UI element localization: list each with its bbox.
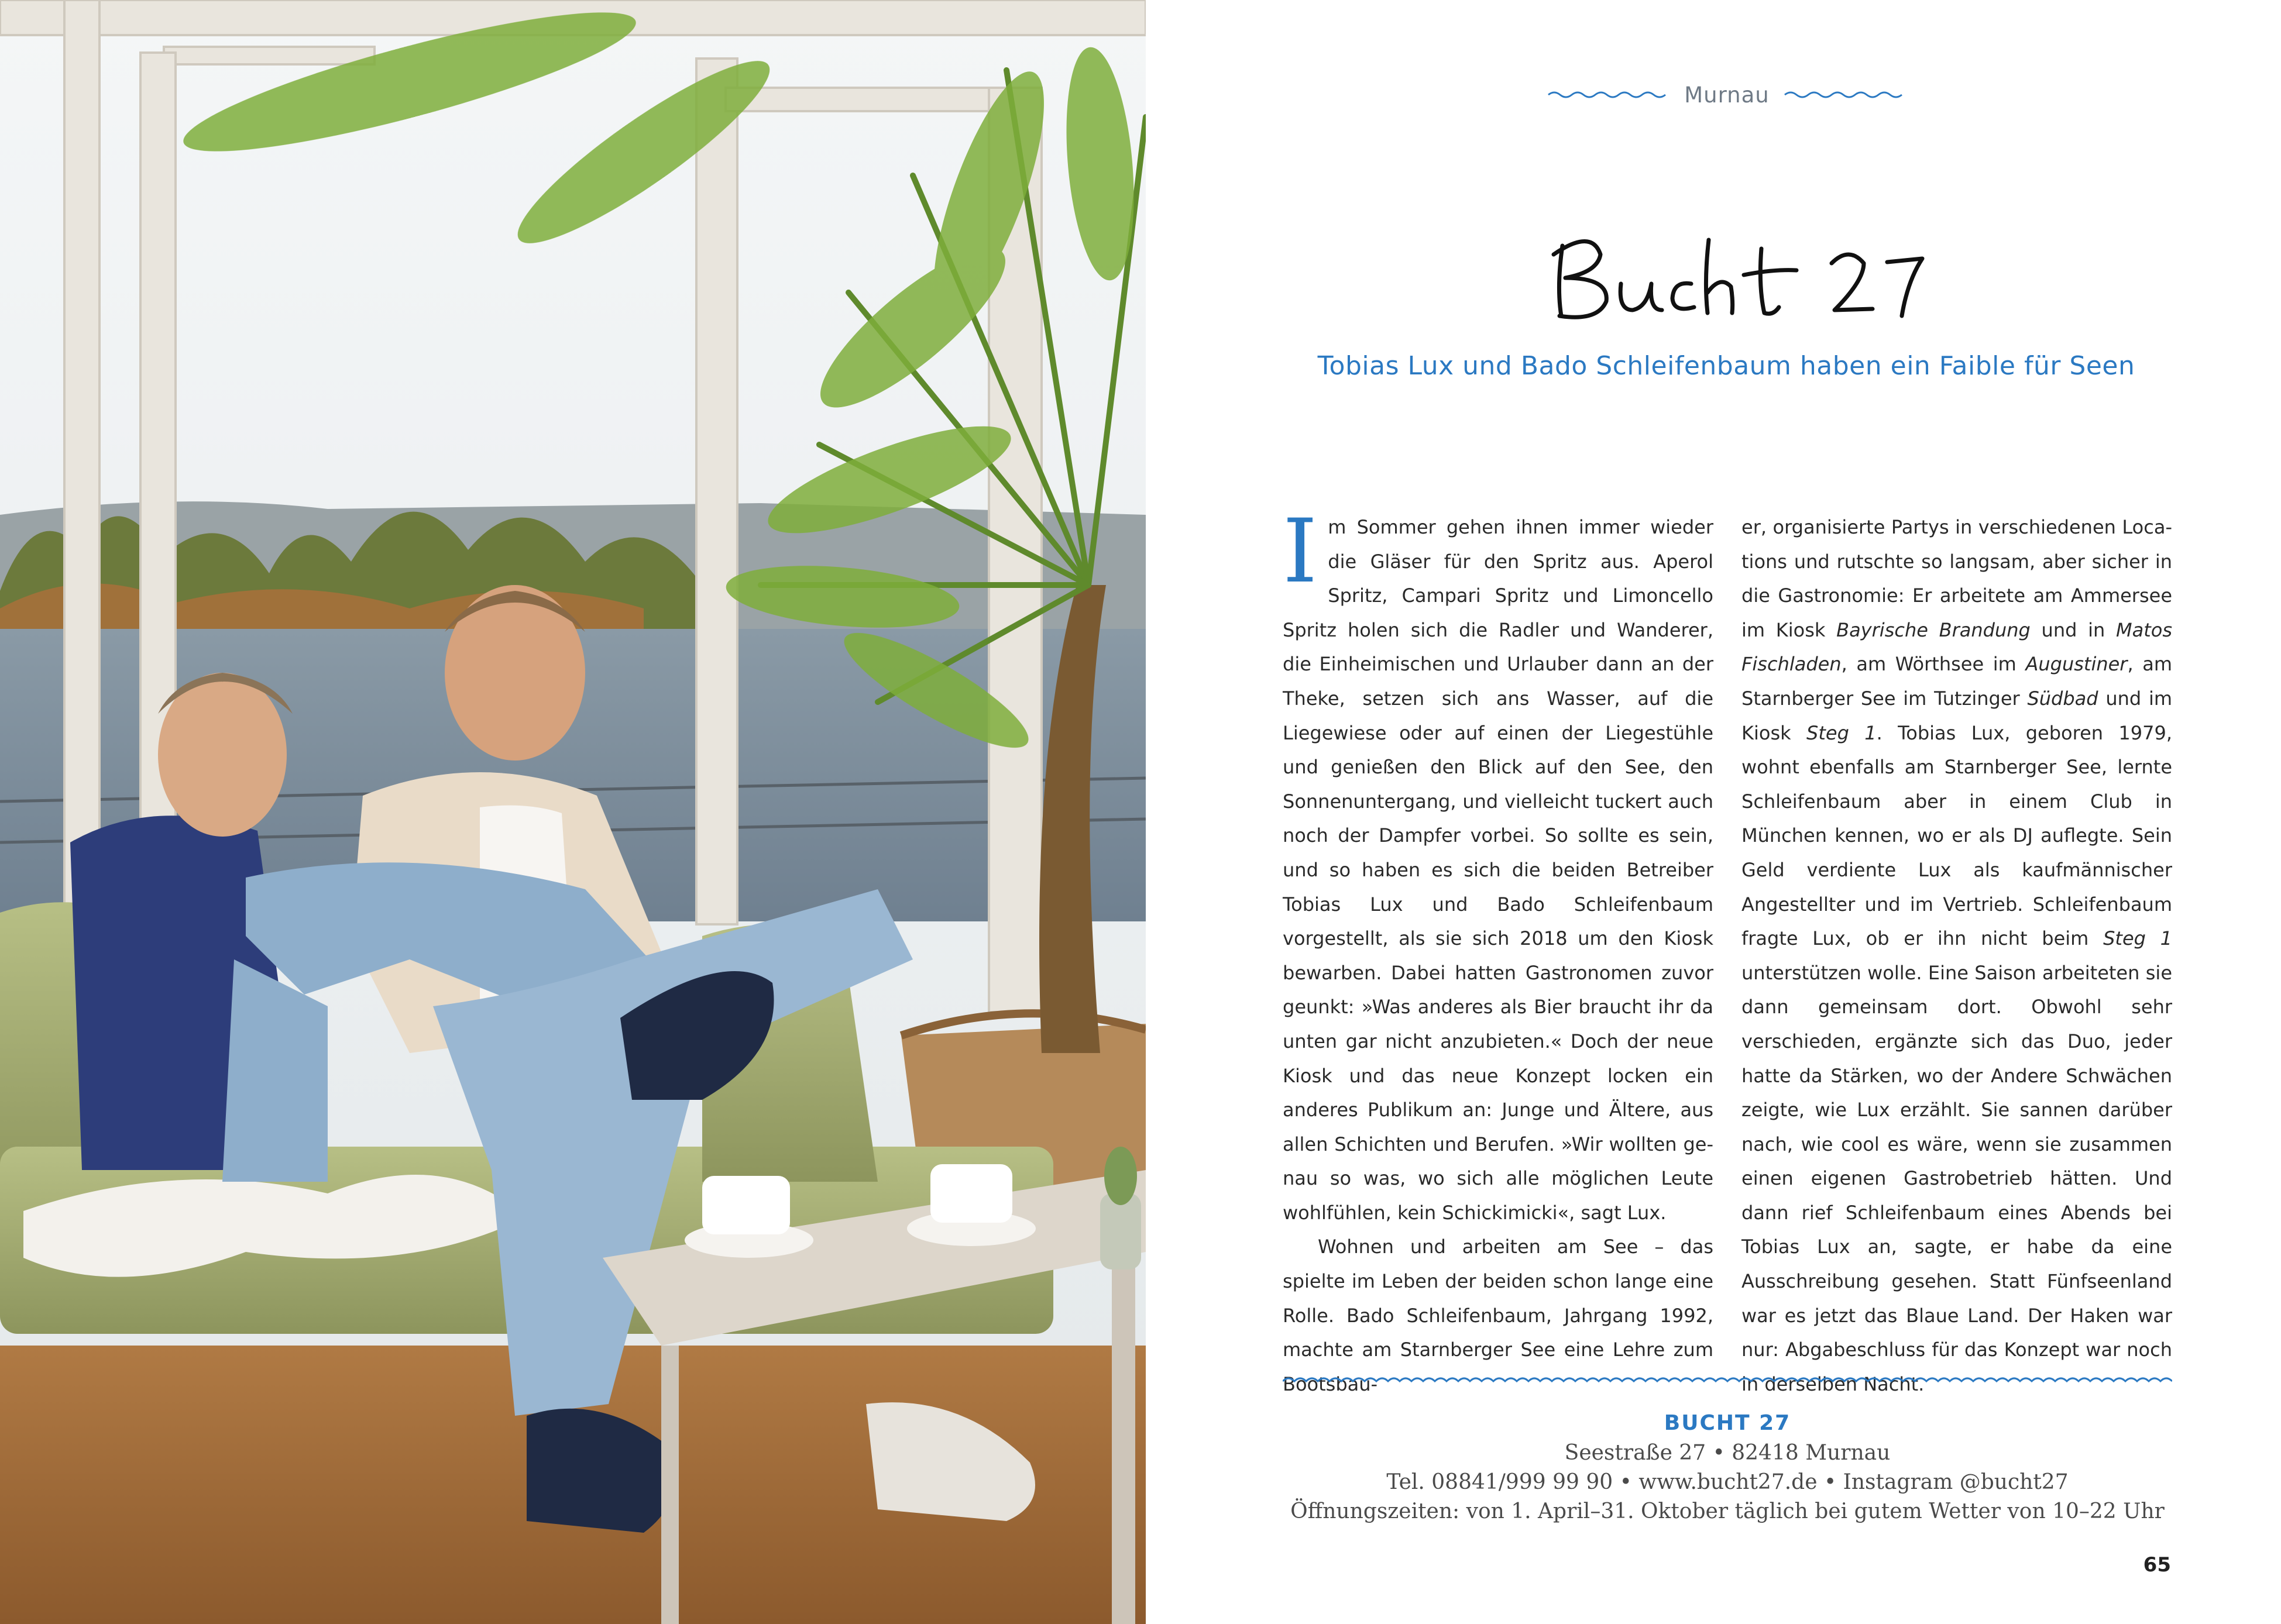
wave-ornament-left-icon [1547, 89, 1670, 101]
paragraph-1 [1283, 501, 1713, 1230]
wave-divider-icon [1283, 1372, 2172, 1390]
venue-contact: Tel. 08841/999 99 90 • www.bucht27.de • Instagram @bucht27 [1386, 1470, 2069, 1494]
text-run: unterstützen wolle. Eine Saison arbeiteten sie dann gemeinsam dort. Obwohl sehr verschieden, ergänzte sich das Duo, jeder hatte da Stärken, wo der Andere Schwächen zeigte, wie Lux erzählt. Sie sannen darüber nach, wie cool es wäre, wenn sie zusammen einen eigenen Gastrobetrieb hätten. Und dann rief Schleifenbaum eines Abends bei Tobias Lux an, sagte, er habe da eine Ausschreibung gesehen. Statt Fünfseenland war es jetzt das Blaue Land. Der Haken war nur: Abgabeschluss für das Konzept war noch in derselben Nacht. [1741, 961, 2172, 1395]
dropcap: I [1283, 501, 1318, 603]
venue-name-heading: BUCHT 27 [1664, 1411, 1791, 1435]
text-run: , am Wörthsee im [1841, 653, 2026, 676]
article-column-right [1741, 510, 2172, 1401]
running-head-label: Murnau [1684, 82, 1770, 108]
venue-info [1283, 1411, 2172, 1526]
paragraph-3 [1741, 510, 2172, 1401]
text-run: er, organisierte Partys in verschiedenen Locations und rutschte so langsam, aber sicher in die Gastronomie: Er arbeitete am Ammersee im Kiosk [1741, 516, 2172, 641]
wave-ornament-right-icon [1784, 89, 1906, 101]
article-column-left [1283, 501, 1713, 1401]
text-run: , am Starnberger See im Tutzinger [1741, 653, 2173, 710]
text-run: . Tobias Lux, geboren 1979, wohnt ebenfalls am Starnberger See, lernte Schleifenbaum aber in einem Club in München kennen, wo er als DJ auflegte. Sein Geld verdiente Lux als kaufmännischer Angestellter und im Vertrieb. Schleifenbaum fragte Lux, ob er ihn nicht beim [1741, 721, 2173, 950]
handwritten-title [1498, 222, 1943, 339]
text-run: und in [2030, 618, 2117, 641]
page-number: 65 [2143, 1553, 2171, 1577]
venue-name: Augustiner [2025, 653, 2128, 676]
venue-name: Südbad [2027, 687, 2098, 710]
venue-name: Matos Fischladen [1741, 618, 2173, 676]
title-text [1498, 222, 1943, 339]
text-run: und im Kiosk [1741, 687, 2173, 744]
venue-name: Bayrische Brandung [1836, 618, 2031, 641]
subtitle: Tobias Lux und Bado Schleifenbaum haben ein Faible für Seen [1317, 351, 2135, 381]
paragraph-1-text: m Sommer gehen ihnen immer wieder die Gläser für den Spritz aus. Aperol Spritz, Campari Spritz und Limoncello Spritz holen sich die Radler und Wanderer, die Einheimischen und Urlauber dann an der Theke, setzen sich ans Wasser, auf die Liegewiese oder auf einen der Liegestühle und genießen den Blick auf den See, den Sonnenuntergang, und vielleicht tuckert auch noch der Dampfer vorbei. So sollte es sein, und so haben es sich die beiden Betreiber Tobias Lux und Bado Schleifenbaum vorgestellt, als sie sich 2018 um den Kiosk bewarben. Dabei hatten Gastronomen zuvor geunkt: »Was anderes als Bier braucht ihr da unten gar nicht anzubieten.« Doch der neue Kiosk und das neue Konzept locken ein anderes Publikum an: Junge und Ältere, aus allen Schichten und Berufen. »Wir wollten genau so was, wo sich alle möglichen Leute wohlfühlen, kein Schickimicki«, sagt Lux. [1283, 516, 1713, 1224]
paragraph-2: Wohnen und arbeiten am See – das spielte im Leben der beiden schon lange eine Rolle. Bado Schleifenbaum, Jahrgang 1992, machte am Starnberger See eine Lehre zum Bootsbau- [1283, 1236, 1713, 1395]
venue-name: Steg 1 [2103, 927, 2173, 950]
venue-address: Seestraße 27 • 82418 Murnau [1564, 1441, 1891, 1465]
venue-opening-hours: Öffnungszeiten: von 1. April–31. Oktober täglich bei gutem Wetter von 10–22 Uhr [1290, 1499, 2165, 1523]
venue-name: Steg 1 [1806, 721, 1877, 744]
running-head [1540, 77, 1914, 112]
